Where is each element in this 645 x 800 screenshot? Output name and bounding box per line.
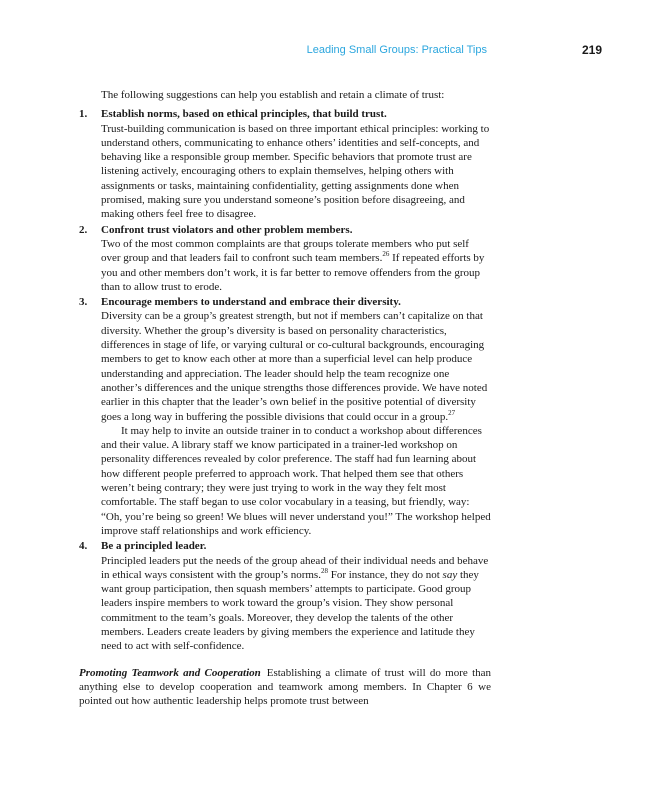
paragraph-text: they want group participation, then squash members’ attempts to participate. Good group leaders inspire members to work toward the group’s vision. They show personal commitment to the team’s goals. Moreover, they develop the talents of the other members. Leaders create leaders by giving members the experience and latitude they need to act with self-confidence.: [101, 568, 479, 653]
list-item: [79, 107, 491, 221]
running-header: [0, 44, 645, 60]
item-heading: Encourage members to understand and embrace their diversity.: [101, 296, 401, 309]
footnote-ref: 26: [382, 250, 390, 259]
item-number: 3.: [79, 296, 88, 309]
item-number: 1.: [79, 108, 88, 121]
item-number: 4.: [79, 540, 88, 553]
item-heading: Confront trust violators and other problem members.: [101, 223, 353, 236]
item-heading: Establish norms, based on ethical principles, that build trust.: [101, 108, 387, 121]
body-text: [79, 88, 491, 719]
running-title: Leading Small Groups: Practical Tips: [306, 44, 487, 56]
item-number: 2.: [79, 223, 88, 236]
list-item: [79, 223, 491, 294]
page-number: 219: [581, 43, 602, 57]
paragraph-text: If repeated efforts by you and other members don’t work, it is far better to remove offenders from the group than to allow trust to erode.: [101, 252, 485, 293]
run-in-heading: Promoting Teamwork and Cooperation: [79, 666, 261, 679]
paragraph-text: Establishing a climate of trust will do more than anything else to develop cooperation and teamwork among members. In Chapter 6 we pointed out how authentic leadership helps promote trust between: [79, 666, 492, 708]
closing-paragraph: [79, 666, 491, 709]
intro-paragraph: The following suggestions can help you establish and retain a climate of trust:: [101, 89, 445, 101]
paragraph-text: Two of the most common complaints are that groups tolerate members who put self over group and that leaders fail to confront such team members.: [101, 237, 469, 265]
item-paragraph: [101, 237, 491, 294]
paragraph-text: For instance, they do not: [327, 568, 443, 581]
paragraph-text: Diversity can be a group’s greatest strength, but not if members can’t capitalize on that diversity. Whether the group’s diversity is based on personality characteristics, differences in stage of life, or varying cultural or co-cultural backgrounds, encouraging members to get to know each other at more than a superficial level can help produce understanding and appreciation. The leader should help the team recognize one another’s differences and the unique strengths those differences provide. We have noted earlier in this chapter that the leader’s own belief in the positive potential of diversity goes a long way in buffering the possible divisions that could occur in a group.: [101, 310, 488, 423]
emphasis-text: say: [442, 568, 458, 581]
list-item: [79, 539, 491, 653]
item-paragraph: [101, 309, 491, 423]
footnote-ref: 27: [448, 408, 456, 417]
item-paragraph: It may help to invite an outside trainer in to conduct a workshop about differences and their value. A library staff we know participated in a trainer-led workshop on personality differences revealed by color preference. The staff had fun learning about how different people preferred to approach work. That helped them see that others weren’t being contrary; they were just trying to work in the way they felt most comfortable. The staff began to use color vocabulary in a teasing, but friendly, way: “Oh, you’re being so green! We blues will never understand you!” The workshop helped improve staff relationships and work efficiency.: [101, 424, 491, 537]
paragraph-text: Principled leaders put the needs of the group ahead of their individual needs and behave in ethical ways consistent with the group’s norms.: [101, 554, 489, 581]
footnote-ref: 28: [320, 566, 328, 575]
item-paragraph: [101, 554, 491, 654]
list-item: [79, 295, 491, 538]
item-paragraph: Trust-building communication is based on three important ethical principles: working to understand others, communicating to enhance others’ identities and self-concepts, and behaving like a responsible group member. Specific behaviors that promote trust are listening actively, encouraging others to explain themselves, helping others with assignments or tasks, maintaining confidentiality, getting assignments done when promised, making sure you understand someone’s position before disagreeing, and making others feel free to disagree.: [101, 122, 490, 221]
item-heading: Be a principled leader.: [101, 540, 207, 553]
